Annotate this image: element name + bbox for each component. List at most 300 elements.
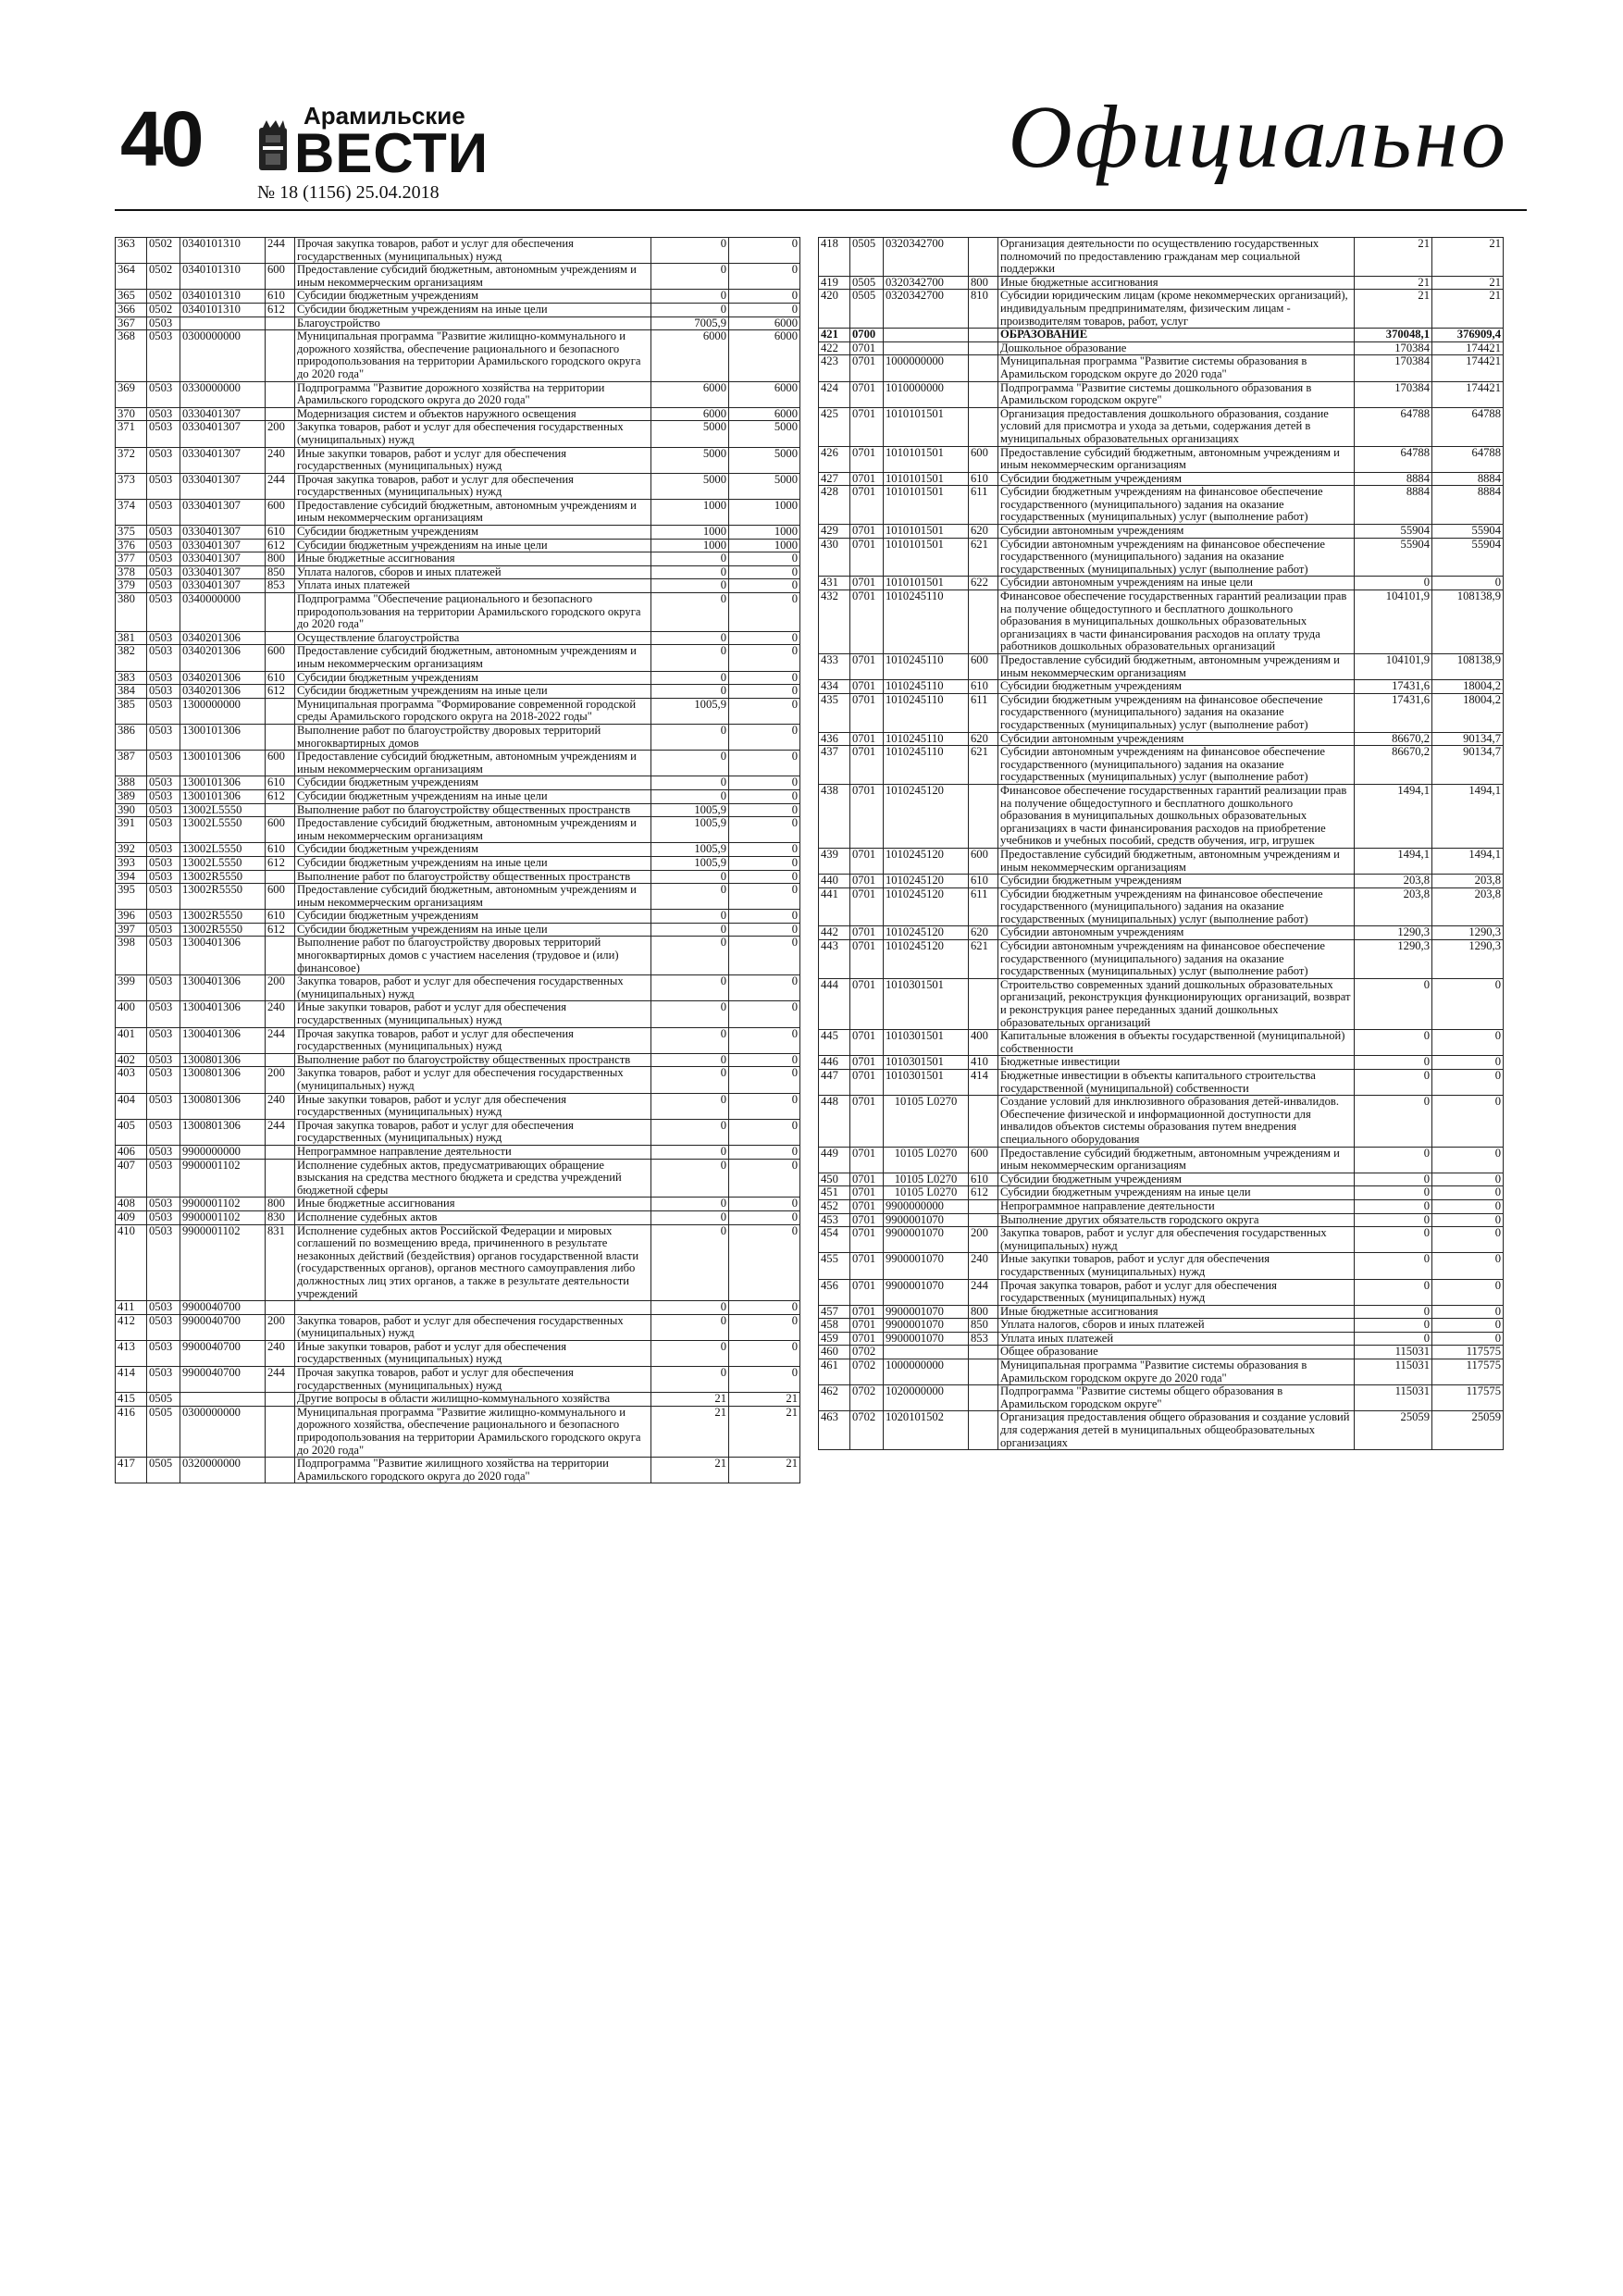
expense-type-code (969, 1359, 998, 1385)
row-number: 458 (819, 1319, 850, 1333)
amount-2019: 203,8 (1355, 875, 1432, 888)
expense-type-code: 612 (266, 685, 295, 699)
amount-2019: 0 (651, 776, 729, 790)
item-name: Исполнение судебных актов, предусматривающих обращение взыскания на средства местного бюджета и средства учреждений бюджетной сферы (295, 1159, 651, 1198)
amount-2020: 0 (729, 1001, 800, 1027)
target-article-code: 0330401307 (180, 552, 266, 566)
left-column (115, 237, 799, 1483)
target-article-code: 1300801306 (180, 1093, 266, 1119)
target-article-code (884, 1346, 969, 1359)
section-code: 0503 (147, 330, 180, 381)
row-number: 446 (819, 1056, 850, 1070)
item-name: Бюджетные инвестиции (998, 1056, 1355, 1070)
row-number: 413 (116, 1340, 147, 1366)
item-name: Уплата иных платежей (295, 579, 651, 593)
amount-2019: 0 (651, 1301, 729, 1315)
expense-type-code: 610 (266, 290, 295, 304)
item-name: Прочая закупка товаров, работ и услуг для обеспечения государственных (муниципальных) нужд (295, 1027, 651, 1053)
amount-2019: 1290,3 (1355, 940, 1432, 979)
amount-2020: 1290,3 (1432, 940, 1504, 979)
amount-2020: 0 (729, 1224, 800, 1301)
row-number: 364 (116, 264, 147, 290)
row-number: 407 (116, 1159, 147, 1198)
page-header (111, 87, 1527, 213)
target-article-code: 13002R5550 (180, 910, 266, 924)
amount-2020: 0 (1432, 1279, 1504, 1305)
row-number: 371 (116, 421, 147, 447)
row-number: 406 (116, 1145, 147, 1159)
amount-2020: 0 (1432, 978, 1504, 1029)
section-code: 0503 (147, 789, 180, 803)
amount-2019: 0 (1355, 1173, 1432, 1186)
section-code: 0503 (147, 421, 180, 447)
table-row (116, 1093, 800, 1119)
expense-type-code: 200 (266, 1314, 295, 1340)
amount-2020: 108138,9 (1432, 590, 1504, 654)
expense-type-code: 600 (266, 264, 295, 290)
row-number: 443 (819, 940, 850, 979)
expense-type-code (969, 1199, 998, 1213)
target-article-code: 13002R5550 (180, 884, 266, 910)
amount-2019: 170384 (1355, 341, 1432, 355)
amount-2020: 21 (729, 1458, 800, 1483)
table-row (116, 526, 800, 540)
row-number: 408 (116, 1198, 147, 1211)
table-row (819, 1305, 1504, 1319)
amount-2020: 117575 (1432, 1385, 1504, 1411)
row-number: 463 (819, 1411, 850, 1450)
target-article-code: 1010301501 (884, 1056, 969, 1070)
amount-2020: 1494,1 (1432, 784, 1504, 848)
amount-2020: 64788 (1432, 446, 1504, 472)
row-number: 415 (116, 1393, 147, 1407)
amount-2020: 25059 (1432, 1411, 1504, 1450)
row-number: 417 (116, 1458, 147, 1483)
amount-2019: 0 (651, 671, 729, 685)
row-number: 380 (116, 593, 147, 632)
amount-2019: 170384 (1355, 355, 1432, 381)
table-row (116, 910, 800, 924)
target-article-code: 13002L5550 (180, 817, 266, 843)
page-number: 40 (120, 95, 202, 182)
target-article-code: 13002L5550 (180, 843, 266, 857)
section-code: 0701 (850, 887, 884, 926)
expense-type-code (969, 1385, 998, 1411)
item-name: Иные бюджетные ассигнования (295, 1198, 651, 1211)
row-number: 384 (116, 685, 147, 699)
target-article-code: 0330401307 (180, 565, 266, 579)
amount-2019: 0 (1355, 1253, 1432, 1279)
section-code: 0505 (147, 1393, 180, 1407)
table-row (819, 693, 1504, 732)
row-number: 369 (116, 381, 147, 407)
section-code: 0503 (147, 1301, 180, 1315)
item-name: Выполнение работ по благоустройству общественных пространств (295, 803, 651, 817)
issue-line: № 18 (1156) 25.04.2018 (257, 182, 440, 203)
item-name: Иные закупки товаров, работ и услуг для обеспечения государственных (муниципальных) нужд (295, 1340, 651, 1366)
expense-type-code: 620 (969, 732, 998, 746)
table-row (819, 472, 1504, 486)
table-row (116, 238, 800, 264)
right-column (818, 237, 1503, 1450)
amount-2019: 115031 (1355, 1359, 1432, 1385)
section-code: 0701 (850, 446, 884, 472)
amount-2020: 0 (729, 264, 800, 290)
table-row (819, 1199, 1504, 1213)
table-row (819, 486, 1504, 525)
row-number: 405 (116, 1119, 147, 1145)
table-row (819, 1173, 1504, 1186)
expense-type-code (266, 698, 295, 724)
section-code: 0701 (850, 590, 884, 654)
expense-type-code (266, 381, 295, 407)
amount-2019: 21 (651, 1406, 729, 1457)
amount-2020: 0 (729, 631, 800, 645)
expense-type-code (266, 1458, 295, 1483)
amount-2020: 0 (729, 1067, 800, 1093)
amount-2019: 0 (651, 789, 729, 803)
section-code: 0503 (147, 724, 180, 750)
amount-2020: 174421 (1432, 355, 1504, 381)
target-article-code: 0320000000 (180, 1458, 266, 1483)
expense-type-code: 620 (969, 926, 998, 940)
expense-type-code (266, 1406, 295, 1457)
expense-type-code: 610 (266, 671, 295, 685)
table-row (116, 1210, 800, 1224)
amount-2019: 0 (1355, 1030, 1432, 1056)
amount-2019: 1005,9 (651, 856, 729, 870)
item-name: Предоставление субсидий бюджетным, автономным учреждениям и иным некоммерческим организациям (295, 499, 651, 525)
amount-2019: 0 (651, 1159, 729, 1198)
expense-type-code (969, 1096, 998, 1147)
expense-type-code: 240 (266, 1093, 295, 1119)
amount-2019: 1000 (651, 499, 729, 525)
table-row (116, 776, 800, 790)
item-name: Прочая закупка товаров, работ и услуг для обеспечения государственных (муниципальных) нужд (295, 1119, 651, 1145)
table-row (819, 276, 1504, 290)
amount-2019: 0 (1355, 1199, 1432, 1213)
target-article-code: 9900001070 (884, 1279, 969, 1305)
amount-2020: 0 (1432, 1173, 1504, 1186)
section-code: 0701 (850, 680, 884, 694)
row-number: 373 (116, 473, 147, 499)
row-number: 433 (819, 654, 850, 680)
item-name: Субсидии бюджетным учреждениям (998, 1173, 1355, 1186)
table-row (819, 784, 1504, 848)
expense-type-code (969, 407, 998, 446)
expense-type-code (969, 355, 998, 381)
section-code: 0701 (850, 1319, 884, 1333)
table-row (819, 1411, 1504, 1450)
item-name: Выполнение работ по благоустройству дворовых территорий многоквартирных домов с участием населения (трудовое и (или) финансовое) (295, 937, 651, 975)
item-name: Иные закупки товаров, работ и услуг для обеспечения государственных (муниципальных) нужд (295, 1093, 651, 1119)
row-number: 383 (116, 671, 147, 685)
amount-2020: 8884 (1432, 486, 1504, 525)
target-article-code: 1010245120 (884, 875, 969, 888)
row-number: 426 (819, 446, 850, 472)
row-number: 449 (819, 1147, 850, 1173)
row-number: 440 (819, 875, 850, 888)
table-row (116, 884, 800, 910)
row-number: 386 (116, 724, 147, 750)
amount-2019: 0 (651, 1198, 729, 1211)
expense-type-code: 610 (266, 526, 295, 540)
amount-2019: 5000 (651, 473, 729, 499)
amount-2020: 90134,7 (1432, 732, 1504, 746)
item-name: Предоставление субсидий бюджетным, автономным учреждениям и иным некоммерческим организациям (295, 264, 651, 290)
logo-town-name: Арамильские (304, 102, 465, 130)
amount-2019: 0 (651, 238, 729, 264)
expense-type-code: 622 (969, 577, 998, 590)
item-name: Непрограммное направление деятельности (295, 1145, 651, 1159)
table-row (116, 1119, 800, 1145)
table-row (819, 1279, 1504, 1305)
target-article-code: 0340101310 (180, 264, 266, 290)
amount-2019: 0 (651, 1027, 729, 1053)
item-name: Исполнение судебных актов Российской Федерации и мировых соглашений по возмещению вреда, причиненного в результате незаконных действий (бездействия) органов государственной власти (государственных органов), органов местного самоуправления либо должностных лиц этих органов, а также в результате деятельности учреждений (295, 1224, 651, 1301)
amount-2019: 1000 (651, 526, 729, 540)
table-row (116, 1198, 800, 1211)
amount-2019: 203,8 (1355, 887, 1432, 926)
amount-2019: 0 (651, 303, 729, 316)
row-number: 402 (116, 1053, 147, 1067)
item-name: Субсидии бюджетным учреждениям (295, 776, 651, 790)
row-number: 412 (116, 1314, 147, 1340)
target-article-code: 9900040700 (180, 1301, 266, 1315)
expense-type-code: 612 (266, 539, 295, 552)
expense-type-code: 600 (266, 499, 295, 525)
table-row (819, 577, 1504, 590)
amount-2020: 18004,2 (1432, 680, 1504, 694)
amount-2020: 0 (729, 552, 800, 566)
amount-2019: 0 (651, 645, 729, 671)
table-row (819, 875, 1504, 888)
table-row (116, 631, 800, 645)
section-code: 0503 (147, 975, 180, 1001)
item-name: Организация деятельности по осуществлению государственных полномочий по предоставлению гражданам мер социальной поддержки (998, 238, 1355, 277)
target-article-code (180, 1393, 266, 1407)
row-number: 420 (819, 290, 850, 329)
row-number: 397 (116, 923, 147, 937)
amount-2019: 104101,9 (1355, 590, 1432, 654)
amount-2019: 86670,2 (1355, 732, 1432, 746)
section-code: 0503 (147, 1367, 180, 1393)
amount-2020: 108138,9 (1432, 654, 1504, 680)
amount-2019: 17431,6 (1355, 680, 1432, 694)
amount-2019: 7005,9 (651, 316, 729, 330)
target-article-code: 0330401307 (180, 407, 266, 421)
item-name: Другие вопросы в области жилищно-коммунального хозяйства (295, 1393, 651, 1407)
expense-type-code: 800 (266, 1198, 295, 1211)
item-name: Выполнение работ по благоустройству общественных пространств (295, 1053, 651, 1067)
item-name: Прочая закупка товаров, работ и услуг для обеспечения государственных (муниципальных) нужд (295, 1367, 651, 1393)
amount-2019: 0 (651, 1340, 729, 1366)
amount-2020: 64788 (1432, 407, 1504, 446)
table-row (116, 1001, 800, 1027)
table-row (116, 565, 800, 579)
expense-type-code: 611 (969, 486, 998, 525)
expense-type-code (969, 341, 998, 355)
section-code: 0702 (850, 1359, 884, 1385)
amount-2019: 0 (651, 290, 729, 304)
target-article-code (884, 341, 969, 355)
amount-2019: 0 (1355, 1070, 1432, 1096)
expense-type-code (266, 1053, 295, 1067)
amount-2019: 0 (651, 870, 729, 884)
table-row (819, 1030, 1504, 1056)
table-row (819, 1346, 1504, 1359)
amount-2019: 0 (651, 565, 729, 579)
section-code: 0702 (850, 1346, 884, 1359)
table-row (819, 355, 1504, 381)
item-name: Предоставление субсидий бюджетным, автономным учреждениям и иным некоммерческим организациям (295, 817, 651, 843)
amount-2020: 0 (729, 803, 800, 817)
expense-type-code: 610 (969, 1173, 998, 1186)
item-name: Иные закупки товаров, работ и услуг для обеспечения государственных (муниципальных) нужд (998, 1253, 1355, 1279)
item-name: Предоставление субсидий бюджетным, автономным учреждениям и иным некоммерческим организациям (998, 446, 1355, 472)
table-row (116, 593, 800, 632)
row-number: 391 (116, 817, 147, 843)
expense-type-code: 800 (266, 552, 295, 566)
section-code: 0701 (850, 940, 884, 979)
section-code: 0503 (147, 1053, 180, 1067)
amount-2020: 90134,7 (1432, 746, 1504, 785)
item-name: Субсидии бюджетным учреждениям на финансовое обеспечение государственного (муниципального) задания на оказание государственных (муниципальных) услуг (выполнение работ) (998, 693, 1355, 732)
amount-2020: 0 (1432, 1096, 1504, 1147)
item-name: Дошкольное образование (998, 341, 1355, 355)
expense-type-code (969, 784, 998, 848)
amount-2020: 0 (729, 1367, 800, 1393)
amount-2019: 25059 (1355, 1411, 1432, 1450)
logo-title: ВЕСТИ (294, 122, 489, 184)
amount-2019: 0 (1355, 1186, 1432, 1200)
amount-2020: 0 (729, 1159, 800, 1198)
row-number: 416 (116, 1406, 147, 1457)
amount-2019: 0 (651, 1053, 729, 1067)
section-code: 0701 (850, 1305, 884, 1319)
target-article-code: 1300401306 (180, 1027, 266, 1053)
amount-2020: 0 (729, 1053, 800, 1067)
target-article-code: 9900001102 (180, 1159, 266, 1198)
table-row (819, 381, 1504, 407)
target-article-code: 0320342700 (884, 238, 969, 277)
section-code: 0702 (850, 1411, 884, 1450)
section-code: 0503 (147, 631, 180, 645)
target-article-code: 1010301501 (884, 1030, 969, 1056)
target-article-code: 0340101310 (180, 303, 266, 316)
expense-type-code: 612 (266, 303, 295, 316)
expense-type-code: 850 (969, 1319, 998, 1333)
amount-2020: 203,8 (1432, 887, 1504, 926)
expense-type-code: 600 (969, 1147, 998, 1173)
target-article-code: 1010101501 (884, 486, 969, 525)
target-article-code: 9900000000 (180, 1145, 266, 1159)
table-row (116, 1367, 800, 1393)
table-row (116, 1159, 800, 1198)
item-name: Прочая закупка товаров, работ и услуг для обеспечения государственных (муниципальных) нужд (295, 473, 651, 499)
item-name: Прочая закупка товаров, работ и услуг для обеспечения государственных (муниципальных) нужд (998, 1279, 1355, 1305)
table-row (116, 1393, 800, 1407)
expense-type-code (969, 1213, 998, 1227)
row-number: 461 (819, 1359, 850, 1385)
expense-type-code: 600 (266, 751, 295, 776)
amount-2019: 0 (1355, 1056, 1432, 1070)
section-code: 0701 (850, 472, 884, 486)
item-name: Муниципальная программа "Развитие системы образования в Арамильском городском округе до 2020 года" (998, 1359, 1355, 1385)
section-code: 0503 (147, 870, 180, 884)
section-code: 0701 (850, 1056, 884, 1070)
expense-type-code: 600 (969, 446, 998, 472)
expense-type-code: 200 (266, 1067, 295, 1093)
amount-2019: 21 (1355, 290, 1432, 329)
table-row (116, 552, 800, 566)
target-article-code: 1010245110 (884, 680, 969, 694)
amount-2020: 0 (1432, 1030, 1504, 1056)
expense-type-code (266, 937, 295, 975)
expense-type-code: 853 (266, 579, 295, 593)
amount-2019: 64788 (1355, 407, 1432, 446)
expense-type-code: 240 (969, 1253, 998, 1279)
section-code: 0701 (850, 978, 884, 1029)
expense-type-code (266, 593, 295, 632)
table-row (116, 751, 800, 776)
expense-type-code: 410 (969, 1056, 998, 1070)
section-code: 0503 (147, 817, 180, 843)
amount-2020: 0 (1432, 1056, 1504, 1070)
expense-type-code: 240 (266, 447, 295, 473)
item-name: Общее образование (998, 1346, 1355, 1359)
target-article-code: 1300401306 (180, 937, 266, 975)
expense-type-code: 610 (266, 776, 295, 790)
row-number: 398 (116, 937, 147, 975)
expense-type-code: 200 (266, 421, 295, 447)
table-row (819, 732, 1504, 746)
target-article-code: 1010101501 (884, 407, 969, 446)
table-row (116, 316, 800, 330)
item-name: Субсидии бюджетным учреждениям на иные цели (295, 539, 651, 552)
table-row (116, 290, 800, 304)
table-row (116, 1340, 800, 1366)
amount-2019: 0 (1355, 1147, 1432, 1173)
row-number: 381 (116, 631, 147, 645)
amount-2020: 0 (1432, 1227, 1504, 1253)
table-row (116, 724, 800, 750)
amount-2020: 0 (729, 843, 800, 857)
section-code: 0701 (850, 1173, 884, 1186)
section-code: 0701 (850, 1227, 884, 1253)
amount-2020: 0 (729, 1119, 800, 1145)
row-number: 363 (116, 238, 147, 264)
item-name: Муниципальная программа "Развитие системы образования в Арамильском городском округе до 2020 года" (998, 355, 1355, 381)
section-code: 0505 (850, 276, 884, 290)
table-row (819, 1319, 1504, 1333)
amount-2020: 0 (729, 910, 800, 924)
amount-2020: 0 (729, 789, 800, 803)
item-name: Закупка товаров, работ и услуг для обеспечения государственных (муниципальных) нужд (295, 975, 651, 1001)
table-row (819, 1186, 1504, 1200)
row-number: 375 (116, 526, 147, 540)
amount-2020: 0 (729, 1027, 800, 1053)
amount-2020: 21 (729, 1393, 800, 1407)
amount-2019: 1290,3 (1355, 926, 1432, 940)
section-code: 0701 (850, 538, 884, 577)
expense-type-code (266, 316, 295, 330)
target-article-code: 1010245120 (884, 940, 969, 979)
item-name: Создание условий для инклюзивного образования детей-инвалидов. Обеспечение физической и информационной доступности для инвалидов объектов системы образования путем внедрения специального оборудования (998, 1096, 1355, 1147)
amount-2019: 8884 (1355, 486, 1432, 525)
section-code: 0503 (147, 776, 180, 790)
item-name: Субсидии бюджетным учреждениям на иные цели (295, 856, 651, 870)
